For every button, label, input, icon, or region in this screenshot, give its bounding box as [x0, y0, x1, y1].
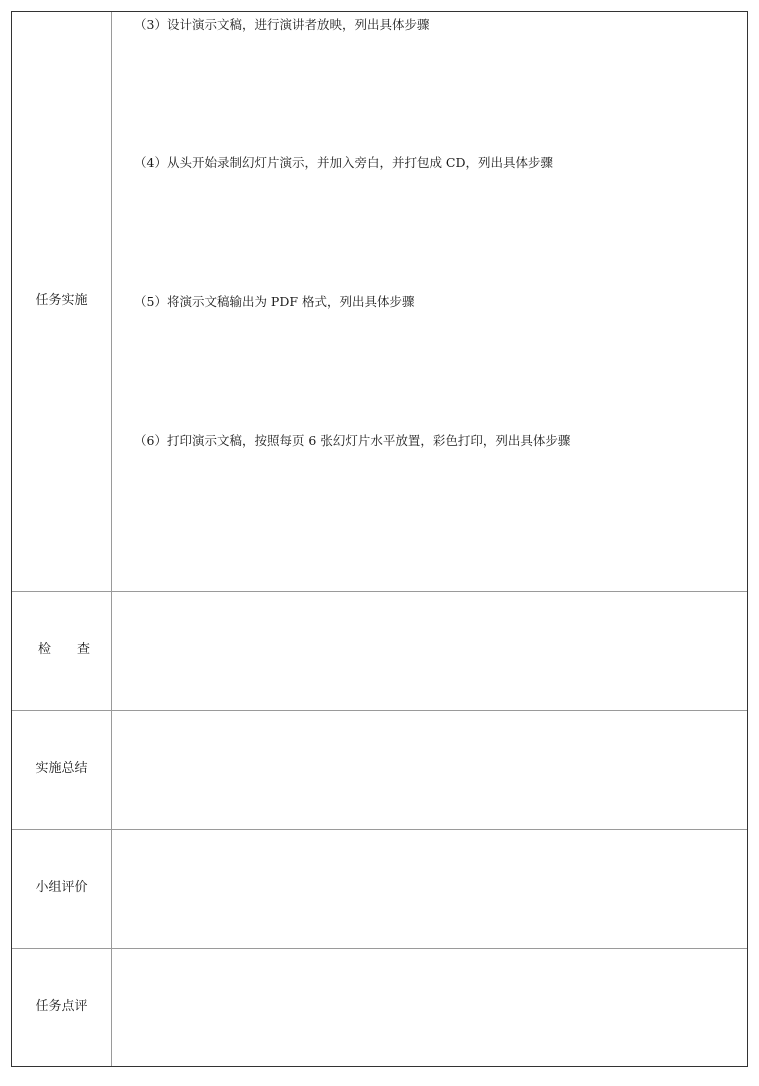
group-evaluation-content-cell[interactable]	[112, 830, 747, 948]
row-label-task-review: 任务点评	[35, 999, 88, 1014]
step-5-text: （5）将演示文稿输出为 PDF 格式，列出具体步骤	[134, 294, 415, 309]
summary-content-cell[interactable]	[112, 711, 747, 829]
check-content-cell[interactable]	[112, 592, 747, 710]
row-label-group-evaluation: 小组评价	[35, 880, 88, 895]
row-label-check: 检查	[38, 642, 117, 657]
task-review-content-cell[interactable]	[112, 949, 747, 1066]
task-form-table	[11, 11, 748, 1067]
row-label-implementation-summary: 实施总结	[35, 761, 88, 776]
step-6-text: （6）打印演示文稿，按照每页 6 张幻灯片水平放置，彩色打印，列出具体步骤	[134, 433, 571, 448]
step-4-text: （4）从头开始录制幻灯片演示，并加入旁白，并打包成 CD，列出具体步骤	[134, 155, 554, 170]
step-3-text: （3）设计演示文稿，进行演讲者放映，列出具体步骤	[134, 17, 430, 32]
row-label-task-implementation: 任务实施	[35, 293, 88, 308]
